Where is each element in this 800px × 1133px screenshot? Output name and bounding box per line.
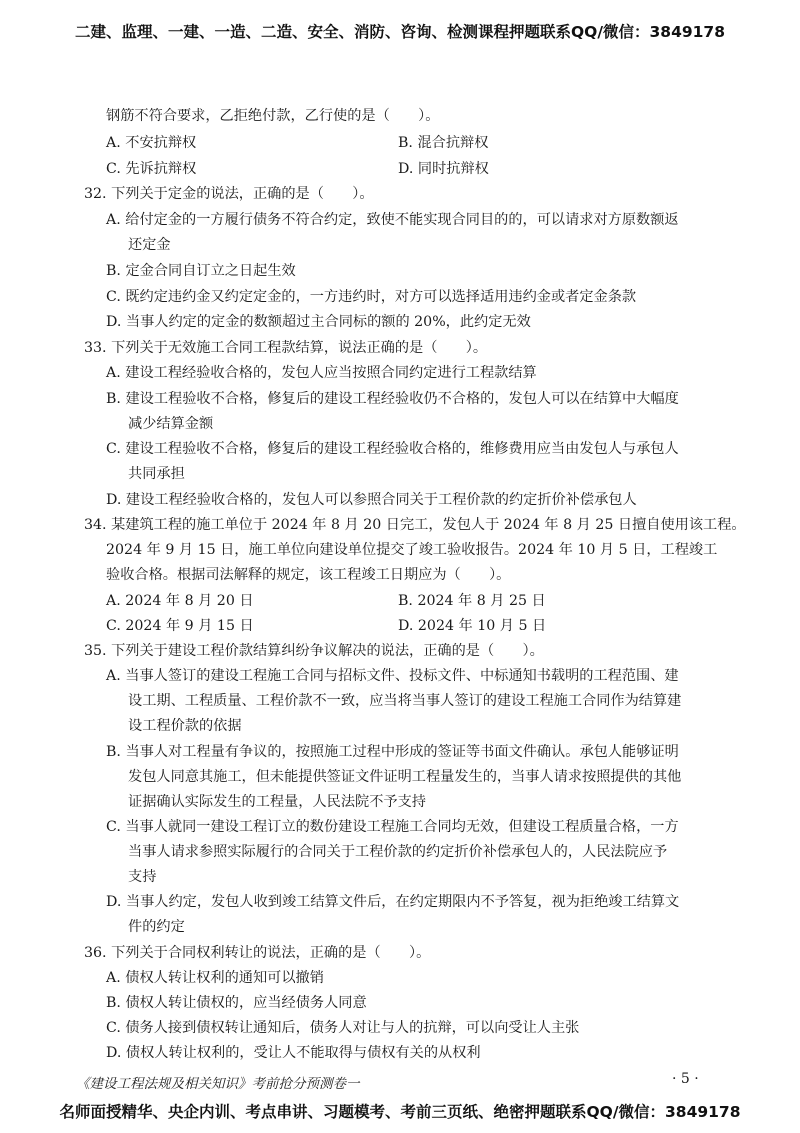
q35-option-b-cont-2: 证据确认实际发生的工程量，人民法院不予支持 bbox=[128, 794, 426, 810]
q36-stem: 36. 下列关于合同权利转让的说法，正确的是（ ）。 bbox=[84, 945, 431, 961]
q34-option-a: A. 2024 年 8 月 20 日 bbox=[106, 593, 254, 609]
q33-option-b-cont: 减少结算金额 bbox=[128, 416, 214, 432]
q31-option-c: C. 先诉抗辩权 bbox=[106, 161, 197, 177]
q35-option-a-cont-2: 设工程价款的依据 bbox=[128, 718, 242, 734]
q34-option-c: C. 2024 年 9 月 15 日 bbox=[106, 618, 254, 634]
q31-option-a: A. 不安抗辩权 bbox=[106, 135, 197, 151]
q35-option-b-cont-1: 发包人同意其施工，但未能提供签证文件证明工程量发生的，当事人请求按照提供的其他 bbox=[128, 769, 682, 785]
q36-option-b: B. 债权人转让债权的，应当经债务人同意 bbox=[106, 995, 367, 1011]
q33-option-c-cont: 共同承担 bbox=[128, 466, 185, 482]
q35-option-c: C. 当事人就同一建设工程订立的数份建设工程施工合同均无效，但建设工程质量合格，一方 bbox=[106, 819, 679, 835]
footer-book-title: 《建设工程法规及相关知识》考前抢分预测卷一 bbox=[76, 1076, 360, 1092]
footer-banner: 名师面授精华、央企内训、考点串讲、习题模考、考前三页纸、绝密押题联系QQ/微信：3849178 bbox=[59, 1103, 741, 1121]
q34-option-b: B. 2024 年 8 月 25 日 bbox=[398, 593, 546, 609]
q33-option-a: A. 建设工程经验收合格的，发包人应当按照合同约定进行工程款结算 bbox=[106, 365, 537, 381]
q32-option-b: B. 定金合同自订立之日起生效 bbox=[106, 263, 296, 279]
q36-option-d: D. 债权人转让权利的，受让人不能取得与债权有关的从权利 bbox=[106, 1045, 481, 1061]
q32-option-c: C. 既约定违约金又约定定金的，一方违约时，对方可以选择适用违约金或者定金条款 bbox=[106, 289, 637, 305]
q33-option-c: C. 建设工程验收不合格，修复后的建设工程经验收合格的，维修费用应当由发包人与承包人 bbox=[106, 441, 679, 457]
q34-stem-cont-1: 2024 年 9 月 15 日，施工单位向建设单位提交了竣工验收报告。2024 年 10 月 5 日，工程竣工 bbox=[106, 542, 718, 558]
q31-option-d: D. 同时抗辩权 bbox=[398, 161, 489, 177]
q33-stem: 33. 下列关于无效施工合同工程款结算，说法正确的是（ ）。 bbox=[84, 340, 488, 356]
q35-option-a: A. 当事人签订的建设工程施工合同与招标文件、投标文件、中标通知书载明的工程范围、建 bbox=[106, 668, 679, 684]
q36-option-c: C. 债务人接到债权转让通知后，债务人对让与人的抗辩，可以向受让人主张 bbox=[106, 1020, 580, 1036]
q35-option-b: B. 当事人对工程量有争议的，按照施工过程中形成的签证等书面文件确认。承包人能够证明 bbox=[106, 744, 679, 760]
q31-option-b: B. 混合抗辩权 bbox=[398, 135, 489, 151]
q31-stem: 钢筋不符合要求，乙拒绝付款，乙行使的是（ ）。 bbox=[106, 108, 440, 124]
q36-option-a: A. 债权人转让权利的通知可以撤销 bbox=[106, 970, 324, 986]
page-number: · 5 · bbox=[672, 1071, 699, 1087]
q32-option-a-cont: 还定金 bbox=[128, 237, 171, 253]
q32-option-d: D. 当事人约定的定金的数额超过主合同标的额的 20%，此约定无效 bbox=[106, 314, 531, 330]
q35-option-d: D. 当事人约定，发包人收到竣工结算文件后，在约定期限内不予答复，视为拒绝竣工结算文 bbox=[106, 894, 680, 910]
q34-stem: 34. 某建筑工程的施工单位于 2024 年 8 月 20 日完工，发包人于 2024 年 8 月 25 日擅自使用该工程。 bbox=[84, 517, 746, 533]
q32-option-a: A. 给付定金的一方履行债务不符合约定，致使不能实现合同目的的，可以请求对方原数额返 bbox=[106, 212, 679, 228]
q35-option-a-cont-1: 设工期、工程质量、工程价款不一致，应当将当事人签订的建设工程施工合同作为结算建 bbox=[128, 693, 682, 709]
q32-stem: 32. 下列关于定金的说法，正确的是（ ）。 bbox=[84, 186, 374, 202]
q34-option-d: D. 2024 年 10 月 5 日 bbox=[398, 618, 547, 634]
q34-stem-cont-2: 验收合格。根据司法解释的规定，该工程竣工日期应为（ ）。 bbox=[106, 567, 511, 583]
q33-option-d: D. 建设工程经验收合格的，发包人可以参照合同关于工程价款的约定折价补偿承包人 bbox=[106, 492, 637, 508]
q35-option-c-cont-2: 支持 bbox=[128, 869, 157, 885]
watermark-stamp: ​ bbox=[244, 173, 256, 180]
q35-option-c-cont-1: 当事人请求参照实际履行的合同关于工程价款的约定折价补偿承包人的，人民法院应予 bbox=[128, 844, 668, 860]
q35-stem: 35. 下列关于建设工程价款结算纠纷争议解决的说法，正确的是（ ）。 bbox=[84, 643, 544, 659]
header-banner: 二建、监理、一建、一造、二造、安全、消防、咨询、检测课程押题联系QQ/微信：3849178 bbox=[74, 23, 725, 41]
q35-option-d-cont: 件的约定 bbox=[128, 919, 185, 935]
q33-option-b: B. 建设工程验收不合格，修复后的建设工程经验收仍不合格的，发包人可以在结算中大幅度 bbox=[106, 391, 679, 407]
